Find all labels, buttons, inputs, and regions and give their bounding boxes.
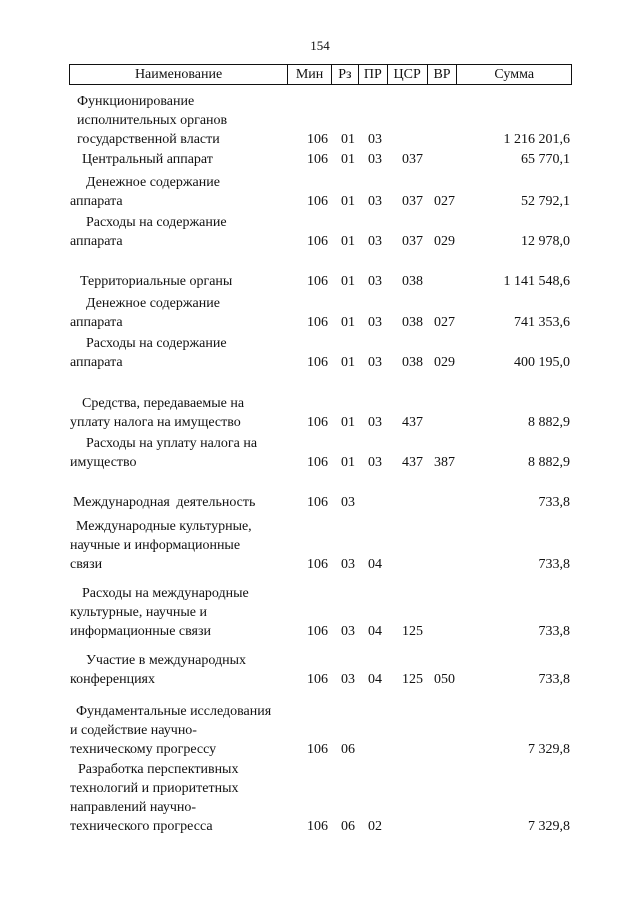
row-sum: 8 882,9 [528, 415, 570, 430]
table-row [0, 213, 640, 251]
row-name: Международная деятельность [73, 495, 256, 510]
row-pr: 02 [368, 819, 382, 834]
row-rz: 01 [341, 234, 355, 249]
row-min: 106 [307, 495, 328, 510]
row-min: 106 [307, 455, 328, 470]
row-name: Расходы на содержание аппарата [70, 336, 227, 370]
header-rz: Рз [332, 65, 359, 84]
row-sum: 733,8 [538, 624, 570, 639]
row-name: Расходы на содержание аппарата [70, 215, 227, 249]
row-pr: 03 [368, 132, 382, 147]
row-rz: 01 [341, 274, 355, 289]
header-vr: ВР [428, 65, 458, 84]
row-name: Денежное содержание аппарата [70, 296, 220, 330]
row-pr: 03 [368, 455, 382, 470]
header-pr: ПР [359, 65, 388, 84]
row-rz: 03 [341, 624, 355, 639]
row-name: Разработка перспективных технологий и приоритетных направлений научно- технического прогресса [70, 762, 239, 834]
table-row [0, 294, 640, 332]
row-vr: 050 [434, 672, 455, 687]
row-vr: 029 [434, 355, 455, 370]
row-min: 106 [307, 152, 328, 167]
table-row [0, 584, 640, 641]
row-csr: 037 [402, 234, 423, 249]
row-min: 106 [307, 415, 328, 430]
row-csr: 125 [402, 672, 423, 687]
row-name: Расходы на международные культурные, научные и информационные связи [70, 586, 249, 639]
row-sum: 12 978,0 [521, 234, 570, 249]
table-row [0, 173, 640, 211]
row-rz: 01 [341, 194, 355, 209]
row-min: 106 [307, 742, 328, 757]
row-vr: 027 [434, 315, 455, 330]
header-name: Наименование [70, 65, 288, 84]
row-sum: 400 195,0 [514, 355, 570, 370]
table-row [0, 651, 640, 689]
header-sum: Сумма [494, 66, 535, 82]
row-sum: 52 792,1 [521, 194, 570, 209]
table-row [0, 394, 640, 432]
row-pr: 03 [368, 355, 382, 370]
row-rz: 03 [341, 672, 355, 687]
row-sum: 1 141 548,6 [503, 274, 570, 289]
row-rz: 01 [341, 355, 355, 370]
row-name: Фундаментальные исследования и содействие научно- техническому прогрессу [70, 704, 272, 757]
row-vr: 387 [434, 455, 455, 470]
table-row [0, 760, 640, 836]
row-name: Расходы на уплату налога на имущество [70, 436, 258, 470]
row-csr: 037 [402, 152, 423, 167]
row-min: 106 [307, 234, 328, 249]
row-sum: 733,8 [538, 672, 570, 687]
row-sum: 1 216 201,6 [503, 132, 570, 147]
row-csr: 437 [402, 455, 423, 470]
row-csr: 437 [402, 415, 423, 430]
row-sum: 8 882,9 [528, 455, 570, 470]
row-rz: 03 [341, 557, 355, 572]
row-pr: 03 [368, 194, 382, 209]
row-pr: 04 [368, 557, 382, 572]
row-name: Денежное содержание аппарата [70, 175, 220, 209]
row-name: Центральный аппарат [82, 152, 213, 167]
table-row [0, 272, 640, 291]
row-csr: 038 [402, 274, 423, 289]
row-min: 106 [307, 672, 328, 687]
row-vr: 027 [434, 194, 455, 209]
row-pr: 03 [368, 234, 382, 249]
row-min: 106 [307, 355, 328, 370]
row-csr: 038 [402, 315, 423, 330]
row-rz: 06 [341, 742, 355, 757]
row-name: Территориальные органы [80, 274, 233, 289]
header-csr: ЦСР [388, 65, 428, 84]
row-pr: 03 [368, 415, 382, 430]
row-name: Средства, передаваемые на уплату налога на имущество [70, 396, 245, 430]
table-row [0, 434, 640, 472]
row-sum: 65 770,1 [521, 152, 570, 167]
row-sum: 733,8 [538, 495, 570, 510]
table-row [0, 493, 640, 512]
row-csr: 125 [402, 624, 423, 639]
table-row [0, 517, 640, 574]
page-number: 154 [310, 38, 330, 53]
row-min: 106 [307, 274, 328, 289]
row-csr: 037 [402, 194, 423, 209]
row-min: 106 [307, 819, 328, 834]
row-min: 106 [307, 132, 328, 147]
table-row [0, 334, 640, 372]
row-min: 106 [307, 624, 328, 639]
table-row [0, 150, 640, 169]
header-min: Мин [288, 65, 332, 84]
row-sum: 733,8 [538, 557, 570, 572]
row-rz: 01 [341, 132, 355, 147]
row-pr: 04 [368, 624, 382, 639]
row-min: 106 [307, 557, 328, 572]
row-min: 106 [307, 315, 328, 330]
row-pr: 03 [368, 315, 382, 330]
row-rz: 03 [341, 495, 355, 510]
row-sum: 741 353,6 [514, 315, 570, 330]
row-pr: 04 [368, 672, 382, 687]
row-name: Международные культурные, научные и информационные связи [70, 519, 252, 572]
row-vr: 029 [434, 234, 455, 249]
row-rz: 01 [341, 315, 355, 330]
row-pr: 03 [368, 152, 382, 167]
row-rz: 06 [341, 819, 355, 834]
row-sum: 7 329,8 [528, 742, 570, 757]
table-row [0, 702, 640, 759]
row-csr: 038 [402, 355, 423, 370]
table-row [0, 92, 640, 149]
row-name: Функционирование исполнительных органов государственной власти [77, 94, 228, 147]
row-name: Участие в международных конференциях [70, 653, 247, 687]
row-pr: 03 [368, 274, 382, 289]
row-rz: 01 [341, 152, 355, 167]
row-rz: 01 [341, 455, 355, 470]
row-min: 106 [307, 194, 328, 209]
row-sum: 7 329,8 [528, 819, 570, 834]
row-rz: 01 [341, 415, 355, 430]
